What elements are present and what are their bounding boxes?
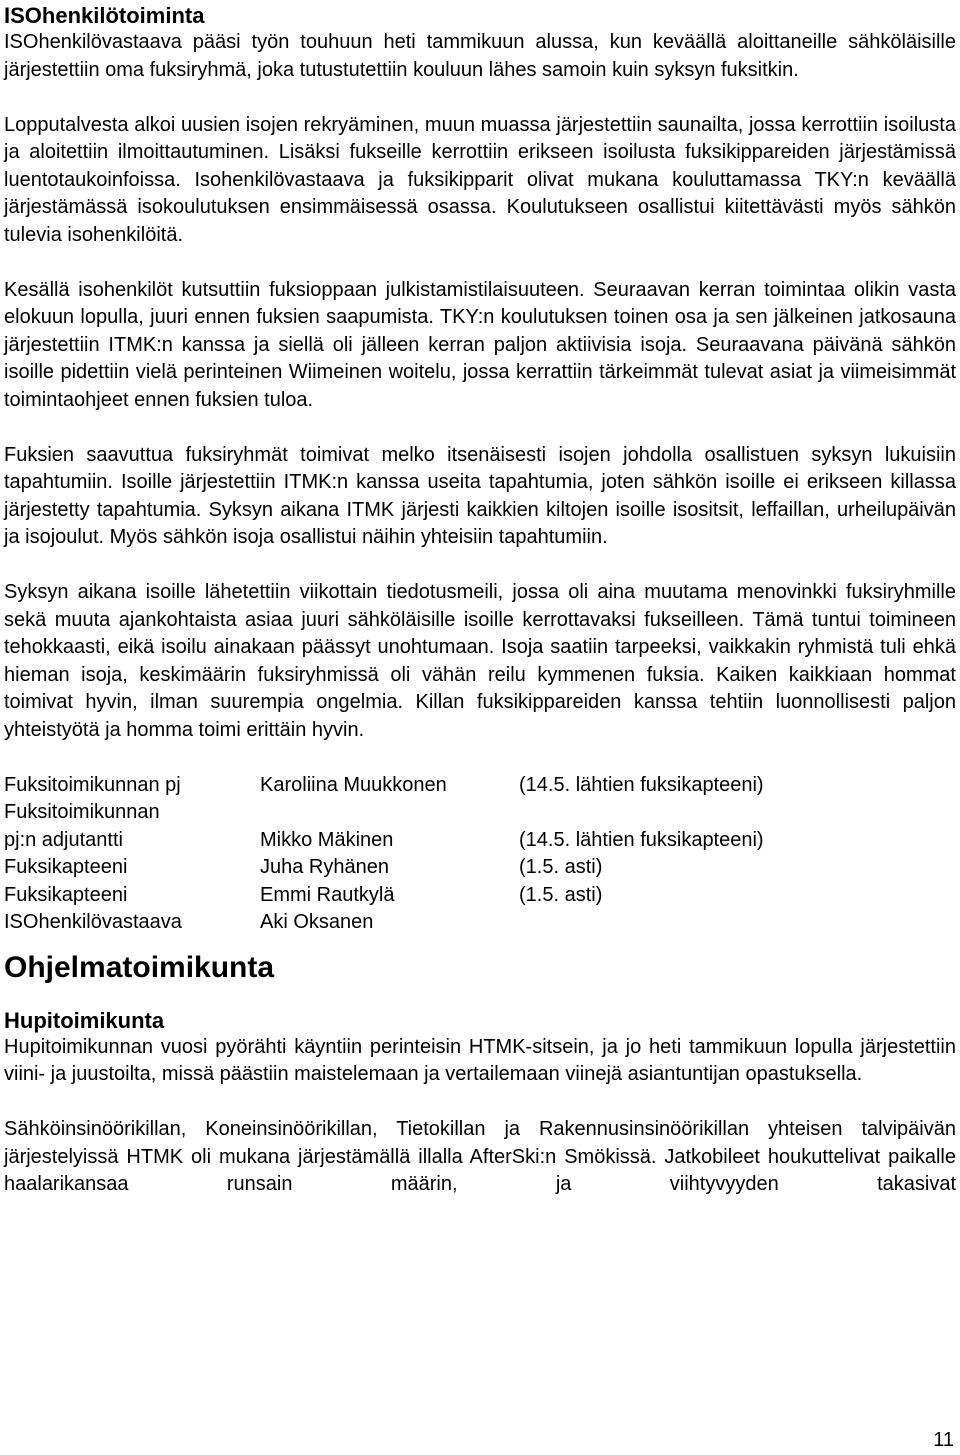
paragraph-gap <box>4 414 956 442</box>
section-title-hupi: Hupitoimikunta <box>4 1007 165 1033</box>
page-number: 11 <box>933 1429 954 1451</box>
section-title-iso: ISOhenkilötoiminta <box>4 3 205 28</box>
officer-role: pj:n adjutantti <box>4 828 123 851</box>
hupi-paragraph-1: Hupitoimikunnan vuosi pyörähti käyntiin perinteisin HTMK-sitsein, ja jo heti tammikuun lopulla järjestettiin viini- ja juustoilta, missä päästiin maistelemaan ja vertailemaan viinejä asiantuntijan opastuksella. <box>4 1035 956 1085</box>
paragraph-gap <box>4 249 956 277</box>
officer-note: (14.5. lähtien fuksikapteeni) <box>519 828 764 851</box>
iso-paragraph-5: Syksyn aikana isoille lähetettiin viikottain tiedotusmeili, jossa oli aina muutama menovinkki fuksiryhmille sekä muuta ajankohtaista asiaa juuri sähköläisille isoille kerrottavaksi fukseilleen. Tämä tuntui toimineen tehokkaasti, eikä isoilu ainakaan päässyt unohtumaan. Isoja saatiin tarpeeksi, vaikkakin ryhmistä tuli ehkä hieman isoja, keskimäärin fuksiryhmissä oli vähän reilu kymmenen fuksia. Kaiken kaikkiaan hommat toimivat hyvin, ilman suurempia ongelmia. Killan fuksikippareiden kanssa tehtiin luonnollisesti paljon yhteistyötä ja homma toimi erittäin hyvin. <box>4 581 956 741</box>
officer-note: (1.5. asti) <box>519 883 603 906</box>
officer-role: Fuksikapteeni <box>4 883 128 906</box>
officer-role: Fuksitoimikunnan <box>4 801 160 823</box>
officer-row <box>4 772 956 800</box>
officer-role: Fuksikapteeni <box>4 856 128 878</box>
spacer <box>4 987 956 1005</box>
paragraph-gap <box>4 744 956 772</box>
officer-name: Mikko Mäkinen <box>260 828 394 851</box>
iso-paragraph-4: Fuksien saavuttua fuksiryhmät toimivat melko itsenäisesti isojen johdolla osallistuen syksyn lukuisiin tapahtumiin. Isoille järjestettiin ITMK:n kanssa useita tapahtumia, joten sähkön isoille ei erikseen killassa järjestetty tapahtumia. Syksyn aikana ITMK järjesti kaikkien kiltojen isoille isositsit, leffaillan, urheilupäivän ja isojoulut. Myös sähkön isoja osallistui näihin yhteisiin tapahtumiin. <box>4 443 956 548</box>
paragraph-gap <box>4 1089 956 1117</box>
officer-note: (14.5. lähtien fuksikapteeni) <box>519 773 764 796</box>
officer-row <box>4 909 956 937</box>
paragraph-gap <box>4 84 956 112</box>
section-title-ohjelma: Ohjelmatoimikunta <box>4 950 275 984</box>
officer-note: (1.5. asti) <box>519 856 603 878</box>
iso-paragraph-2: Lopputalvesta alkoi uusien isojen rekryäminen, muun muassa järjestettiin saunailta, jossa kerrottiin isoilusta ja aloitettiin ilmoittautuminen. Lisäksi fukseille kerrottiin erikseen isoilusta fuksikippareiden järjestämissä luentotaukoinfoissa. Isohenkilövastaava ja fuksikipparit olivat mukana kouluttamassa TKY:n keväällä järjestämässä isokoulutuksen ensimmäisessä osassa. Koulutukseen osallistui kiitettävästi myös sähkön tulevia isohenkilöitä. <box>4 113 956 246</box>
paragraph-gap <box>4 552 956 580</box>
officer-row <box>4 854 956 882</box>
officer-name: Juha Ryhänen <box>260 856 389 878</box>
officer-row <box>4 827 956 855</box>
officer-name: Emmi Rautkylä <box>260 883 395 906</box>
officer-name: Aki Oksanen <box>260 911 374 933</box>
officers-list <box>4 772 956 937</box>
spacer <box>4 937 956 949</box>
officer-name: Karoliina Muukkonen <box>260 773 447 796</box>
document-page <box>4 0 956 1199</box>
officer-role: ISOhenkilövastaava <box>4 911 182 933</box>
officer-row <box>4 882 956 910</box>
iso-paragraph-1: ISOhenkilövastaava pääsi työn touhuun heti tammikuun alussa, kun keväällä aloittaneille sähköläisille järjestettiin oma fuksiryhmä, joka tutustutettiin kouluun lähes samoin kuin syksyn fuksitkin. <box>4 31 956 81</box>
officer-role: Fuksitoimikunnan pj <box>4 773 181 796</box>
iso-paragraph-3: Kesällä isohenkilöt kutsuttiin fuksioppaan julkistamistilaisuuteen. Seuraavan kerran toimintaa olikin vasta elokuun lopulla, juuri ennen fuksien saapumista. TKY:n koulutuksen toinen osa ja sen jälkeinen jatkosauna järjestettiin ITMK:n kanssa ja siellä oli jälleen kerran paljon aktiivisia isoja. Seuraavana päivänä sähkön isoille pidettiin vielä perinteinen Wiimeinen woitelu, jossa kerrattiin tärkeimmät tulevat asiat ja viimeisimmät toimintaohjeet ennen fuksien tuloa. <box>4 278 956 411</box>
officer-row <box>4 799 956 827</box>
hupi-paragraph-2: Sähköinsinöörikillan, Koneinsinöörikillan, Tietokillan ja Rakennusinsinöörikillan yhteisen talvipäivän järjestelyissä HTMK oli mukana järjestämällä illalla AfterSki:n Smökissä. Jatkobileet houkuttelivat paikalle haalarikansaa runsain määrin, ja viihtyvyyden takasivat <box>4 1118 956 1195</box>
